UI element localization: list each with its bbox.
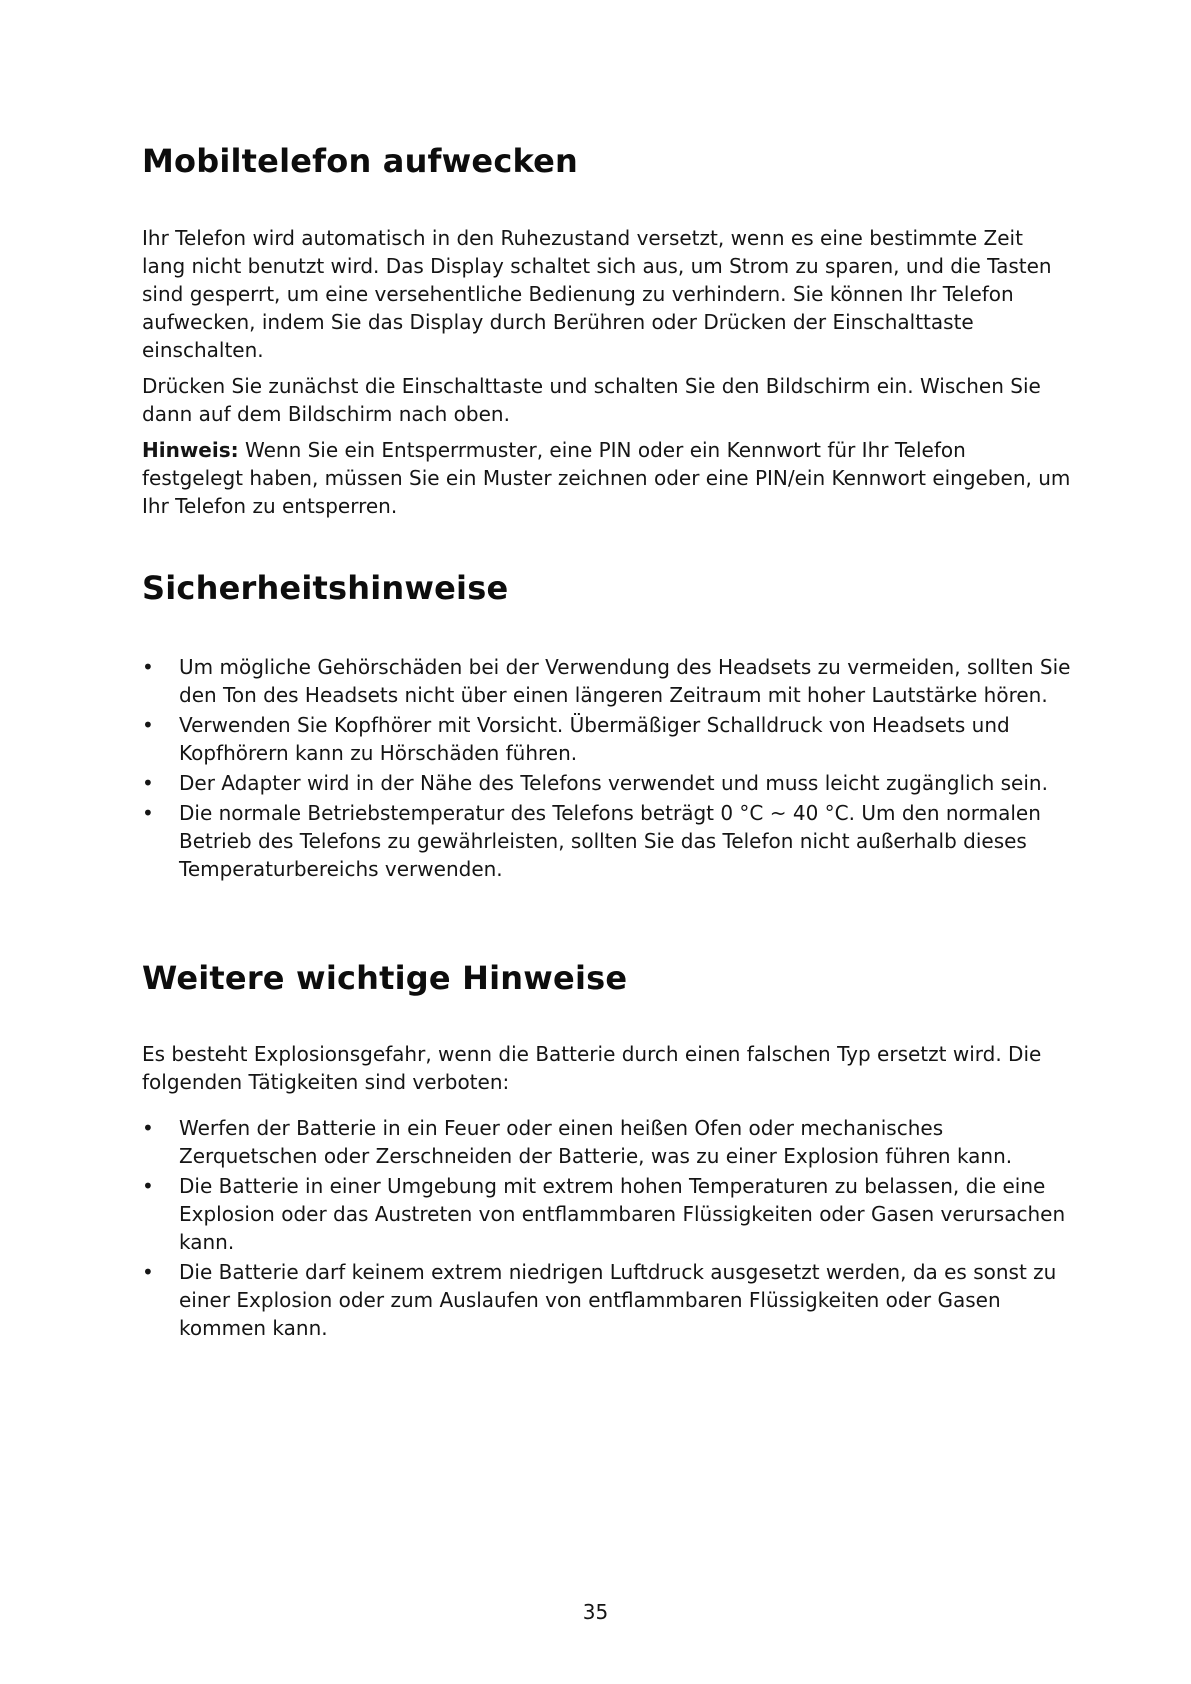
list-item-text: Um mögliche Gehörschäden bei der Verwendung des Headsets zu vermeiden, sollten Sie den Ton des Headsets nicht über einen längeren Zeitraum mit hoher Lautstärke hören. [179,655,1071,707]
list-item [142,711,1072,767]
note-label: Hinweis: [142,438,239,462]
bullet-icon: • [142,655,154,679]
list-item [142,799,1072,883]
bullet-icon: • [142,801,154,825]
bullet-icon: • [142,771,154,795]
note-text: Wenn Sie ein Entsperrmuster, eine PIN oder ein Kennwort für Ihr Telefon festgelegt haben, müssen Sie ein Muster zeichnen oder eine PIN/ein Kennwort eingeben, um Ihr Telefon zu entsperren. [142,438,1071,518]
section-heading-wake-phone: Mobiltelefon aufwecken [142,142,579,180]
paragraph: Es besteht Explosionsgefahr, wenn die Batterie durch einen falschen Typ ersetzt wird. Die folgenden Tätigkeiten sind verboten: [142,1042,1042,1094]
paragraph: Ihr Telefon wird automatisch in den Ruhezustand versetzt, wenn es eine bestimmte Zeit lang nicht benutzt wird. Das Display schaltet sich aus, um Strom zu sparen, und die Tasten sind gesperrt, um eine versehentliche Bedienung zu verhindern. Sie können Ihr Telefon aufwecken, indem Sie das Display durch Berühren oder Drücken der Einschalttaste einschalten. [142,226,1052,362]
paragraph: Drücken Sie zunächst die Einschalttaste und schalten Sie den Bildschirm ein. Wischen Sie dann auf dem Bildschirm nach oben. [142,374,1041,426]
safety-list [142,653,1072,885]
list-item [142,1172,1072,1256]
bullet-icon: • [142,1174,154,1198]
section-heading-safety: Sicherheitshinweise [142,569,509,607]
section-body-further-notes [142,1040,1072,1096]
list-item [142,653,1072,709]
list-item-text: Die normale Betriebstemperatur des Telefons beträgt 0 °C ~ 40 °C. Um den normalen Betrieb des Telefons zu gewährleisten, sollten Sie das Telefon nicht außerhalb dieses Temperaturbereichs verwenden. [179,801,1041,881]
note-paragraph [142,436,1072,520]
list-item-text: Werfen der Batterie in ein Feuer oder einen heißen Ofen oder mechanisches Zerquetschen oder Zerschneiden der Batterie, was zu einer Explosion führen kann. [179,1116,1013,1168]
section-heading-further-notes: Weitere wichtige Hinweise [142,959,628,997]
list-item [142,769,1072,797]
list-item-text: Die Batterie in einer Umgebung mit extrem hohen Temperaturen zu belassen, die eine Explosion oder das Austreten von entflammbaren Flüssigkeiten oder Gasen verursachen kann. [179,1174,1066,1254]
list-item-text: Der Adapter wird in der Nähe des Telefons verwendet und muss leicht zugänglich sein. [179,771,1048,795]
bullet-icon: • [142,1260,154,1284]
page-number: 35 [582,1600,609,1624]
bullet-icon: • [142,713,154,737]
section-body-wake-phone [142,224,1072,520]
list-item [142,1258,1072,1342]
list-item [142,1114,1072,1170]
battery-list [142,1114,1072,1344]
list-item-text: Verwenden Sie Kopfhörer mit Vorsicht. Übermäßiger Schalldruck von Headsets und Kopfhörern kann zu Hörschäden führen. [179,713,1010,765]
list-item-text: Die Batterie darf keinem extrem niedrigen Luftdruck ausgesetzt werden, da es sonst zu einer Explosion oder zum Auslaufen von entflammbaren Flüssigkeiten oder Gasen kommen kann. [179,1260,1057,1340]
bullet-icon: • [142,1116,154,1140]
